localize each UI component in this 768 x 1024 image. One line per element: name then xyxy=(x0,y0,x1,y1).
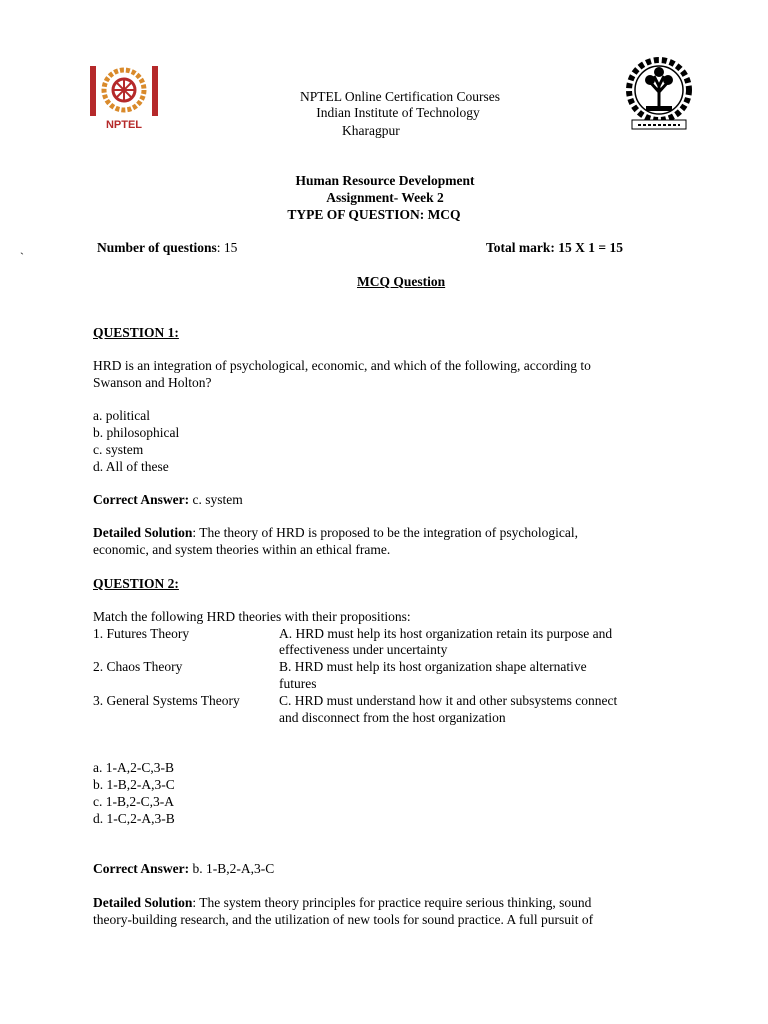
q2-row-1-left: 1. Futures Theory xyxy=(93,626,190,641)
question-type: TYPE OF QUESTION: MCQ xyxy=(287,207,461,222)
q2-row-2-left: 2. Chaos Theory xyxy=(93,659,183,674)
q1-solution-text-1: : The theory of HRD is proposed to be the integration of psychological, xyxy=(192,525,578,540)
q2-answer-value: b. 1-B,2-A,3-C xyxy=(189,861,275,876)
q1-option-b: b. philosophical xyxy=(93,425,180,440)
q2-row-3-right-1: C. HRD must understand how it and other subsystems connect xyxy=(279,693,618,708)
header-line-3: Kharagpur xyxy=(342,123,400,138)
q1-answer-value: c. system xyxy=(189,492,243,507)
num-questions xyxy=(97,239,237,256)
iit-kharagpur-emblem-icon xyxy=(624,56,694,132)
section-heading: MCQ Question xyxy=(357,274,446,289)
q2-row-1-right-2: effectiveness under uncertainty xyxy=(279,642,448,657)
q2-row-3-left: 3. General Systems Theory xyxy=(93,693,240,708)
q1-option-a: a. political xyxy=(93,408,150,423)
q1-solution-line-2: economic, and system theories within an ethical frame. xyxy=(93,542,391,557)
q1-answer-label: Correct Answer: xyxy=(93,492,190,507)
q1-solution-line-1 xyxy=(93,524,578,541)
q1-option-c: c. system xyxy=(93,442,144,457)
q2-option-d: d. 1-C,2-A,3-B xyxy=(93,811,175,826)
q1-heading: QUESTION 1: xyxy=(93,325,179,340)
q1-answer xyxy=(93,491,243,508)
q2-answer xyxy=(93,860,274,877)
q2-option-a: a. 1-A,2-C,3-B xyxy=(93,760,174,775)
stray-mark: ` xyxy=(20,250,24,264)
q2-solution-line-1 xyxy=(93,894,591,911)
q2-heading: QUESTION 2: xyxy=(93,576,179,591)
q2-option-c: c. 1-B,2-C,3-A xyxy=(93,794,174,809)
course-title: Human Resource Development xyxy=(295,173,475,188)
q2-answer-label: Correct Answer: xyxy=(93,861,190,876)
total-mark: Total mark: 15 X 1 = 15 xyxy=(486,240,623,255)
nptel-logo-text: NPTEL xyxy=(105,119,143,131)
q1-text-line-2: Swanson and Holton? xyxy=(93,375,212,390)
q1-solution-label: Detailed Solution xyxy=(93,525,193,540)
header-line-2: Indian Institute of Technology xyxy=(316,105,480,120)
header-line-1: NPTEL Online Certification Courses xyxy=(299,89,501,104)
q2-row-2-right-1: B. HRD must help its host organization shape alternative xyxy=(279,659,587,674)
q2-solution-label: Detailed Solution xyxy=(93,895,193,910)
q2-intro: Match the following HRD theories with their propositions: xyxy=(93,609,411,624)
q2-solution-text-1: : The system theory principles for practice require serious thinking, sound xyxy=(192,895,592,910)
q2-row-1-right-1: A. HRD must help its host organization retain its purpose and xyxy=(279,626,613,641)
assignment-title: Assignment- Week 2 xyxy=(326,190,444,205)
num-questions-value: : 15 xyxy=(216,240,238,255)
q1-option-d: d. All of these xyxy=(93,459,169,474)
nptel-logo-icon xyxy=(88,64,160,132)
q2-solution-line-2: theory-building research, and the utilization of new tools for sound practice. A full pursuit of xyxy=(93,912,594,927)
q2-option-b: b. 1-B,2-A,3-C xyxy=(93,777,175,792)
q1-text-line-1: HRD is an integration of psychological, economic, and which of the following, according to xyxy=(93,358,591,373)
q2-row-2-right-2: futures xyxy=(279,676,317,691)
num-questions-label: Number of questions xyxy=(97,240,217,255)
q2-row-3-right-2: and disconnect from the host organization xyxy=(279,710,506,725)
